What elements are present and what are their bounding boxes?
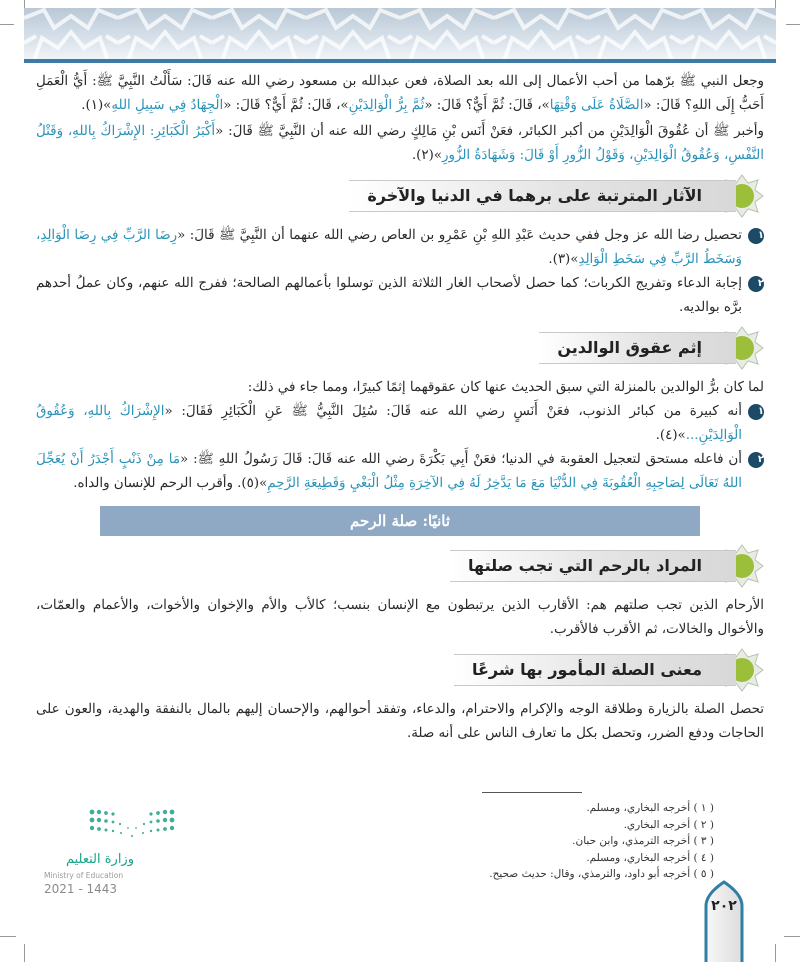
number-badge: ٢ [748,276,764,292]
text: تحصيل رضا الله عز وجل ففي حديث عَبْدِ اللهِ بْنِ عَمْرِو بن العاص رضي الله عنهما أن النَّبِيَّ ﷺ قَالَ: « [177,228,742,243]
chapter-band: ثانيًا: صلة الرحم [100,506,700,536]
hadith-quote: مَا مِنْ ذَنْبٍ أَجْدَرُ أَنْ يُعَجِّلَ اللهُ تَعَالَى لِصَاحِبِهِ الْعُقُوبَةَ فِي الدُّنْيَا مَعَ مَا يَدَّخِرُ لَهُ فِي الآخِرَةِ مِثْلُ الْبَغْيِ وَقَطِيعَةِ الرَّحِمِ [36,452,742,491]
intro-paragraph-2 [36,120,764,168]
hadith-quote: ثُمَّ بِرُّ الْوَالِدَيْنِ [348,98,425,113]
crop-mark [786,24,800,25]
intro-paragraph-1 [36,70,764,118]
footnote: ( ٣ ) أخرجه الترمذي، وابن حبان. [572,835,714,847]
section-title: معنى الصلة المأمور بها شرعًا [454,654,736,686]
section-title: الآثار المترتبة على برهما في الدنيا والآخرة [349,180,736,212]
crop-mark [0,936,16,937]
text: وأخبر ﷺ أن عُقُوقَ الْوَالِدَيْنِ من أكبر الكبائر، فعَنْ أَنَس بْنِ مَالِكٍ رضي الله عنه أن النَّبِيَّ ﷺ قَالَ: « [215,124,764,139]
crop-mark [24,944,25,962]
section-heading-kinship-meaning [36,544,764,588]
section-heading-effects [36,174,764,218]
logo-arabic-text: وزارة التعليم [65,852,134,867]
footnote: ( ٥ ) أخرجه أبو داود، والترمذي، وقال: حديث صحيح. [489,868,714,880]
logo-english-text: Ministry of Education [44,871,124,880]
number-badge: ١ [748,404,764,420]
text: أنه كبيرة من كبائر الذنوب، فعَنْ أَنَسٍ رضي الله عنه قَالَ: سُئِلَ النَّبِيُّ ﷺ عَنِ الْكَبَائِرِ فَقَالَ: « [164,404,742,419]
header-rule [24,59,776,63]
footnote-rule [482,792,582,793]
hadith-quote: أَكْبَرُ الْكَبَائِرِ: الإِشْرَاكُ بِاللهِ، وَقَتْلُ النَّفْسِ، وَعُقُوقُ الْوَالِدَيْنِ، وَقَوْلُ الزُّورِ أَوْ قَالَ: وَشَهَادَةُ الزُّورِ [36,124,764,163]
text: أن فاعله مستحق لتعجيل العقوبة في الدنيا؛ فعَنْ أَبِي بَكْرَةَ رضي الله عنه قَالَ: قَالَ رَسُولُ اللهِ ﷺ: « [180,452,742,467]
text: »، قَالَ: ثُمَّ أَيٌّ؟ قَالَ: « [424,98,550,113]
text: »(٤). [655,428,686,443]
text: وجعل النبي ﷺ برّهما من أحب الأعمال إلى الله بعد الصلاة، فعن عبدالله بن مسعود رضي الله عنه قَالَ: سَأَلْتُ النَّبِيَّ ﷺ: أَيُّ الْعَمَلِ أَحَبُّ إِلَى اللهِ؟ قَالَ: « [36,74,764,113]
footnote: ( ٢ ) أخرجه البخاري. [623,818,714,831]
crop-mark [775,944,776,962]
section-body: تحصل الصلة بالزيارة وطلاقة الوجه والإكرام والاحترام، والدعاء، وتفقد أحوالهم، والإحسان إليهم بالمال بالنفقة والهدية، والعون على الحاجات ودفع الضرر، وتحصل بكل ما تعارف الناس على أنه صلة. [36,702,764,741]
text: »(٥). وأقرب الرحم للإنسان والداه. [73,476,268,491]
section-title: المراد بالرحم التي تجب صلتها [450,550,736,582]
text: »، قَالَ: ثُمَّ أَيٌّ؟ قَالَ: « [223,98,349,113]
header-banner [24,8,776,61]
text: »(٢). [411,148,443,163]
section-body: الأرحام الذين تجب صلتهم هم: الأقارب الذين يرتبطون مع الإنسان بنسب؛ كالأب والأم والإخوان والأخوات، والأعمام والعمّات، والأخوال والخالات، ثم الأقرب فالأقرب. [36,598,764,637]
section-heading-ties-meaning [36,648,764,692]
page-number: ٢٠٢ [711,898,737,914]
section-heading-disobedience [36,326,764,370]
hadith-quote: الإِشْرَاكُ بِاللهِ، وَعُقُوقُ الْوَالِدَيْنِ... [36,404,742,443]
hadith-quote: الْجِهَادُ فِي سَبِيلِ اللهِ [111,98,224,113]
crop-mark [0,24,14,25]
page-content [36,70,764,746]
section-title: إثم عقوق الوالدين [539,332,736,364]
number-badge: ٢ [748,452,764,468]
footnote: ( ٤ ) أخرجه البخاري، ومسلم. [586,851,714,864]
logo-year: 2021 - 1443 [44,882,118,896]
list-item [36,272,764,320]
footnotes [489,800,714,883]
hadith-quote: رِضَا الرَّبِّ فِي رِضَا الْوَالِدِ، وَسَخَطُ الرَّبِّ فِي سَخَطِ الْوَالِدِ [36,228,742,267]
page-number-arch-icon [703,880,745,962]
text: »(١). [81,98,112,113]
hadith-quote: الصَّلَاةُ عَلَى وَقْتِهَا [549,98,644,113]
crop-mark [784,936,800,937]
section-intro: لما كان برُّ الوالدين بالمنزلة التي سبق الحديث عنها كان عقوقهما إثمًا كبيرًا، ومما جاء في ذلك: [247,380,764,395]
logo-dots-icon [88,808,176,842]
list-item [36,224,764,272]
footnote: ( ١ ) أخرجه البخاري، ومسلم. [586,802,714,814]
text: إجابة الدعاء وتفريج الكربات؛ كما حصل لأصحاب الغار الثلاثة الذين توسلوا بأعمالهم الصالحة؛ ففرج الله عنهم، وكان عملُ أحدهم برَّه بوالديه. [36,276,742,315]
geometric-pattern-icon [24,8,776,61]
number-badge: ١ [748,228,764,244]
list-item [36,400,764,448]
text: »(٣). [548,252,579,267]
list-item [36,448,764,496]
